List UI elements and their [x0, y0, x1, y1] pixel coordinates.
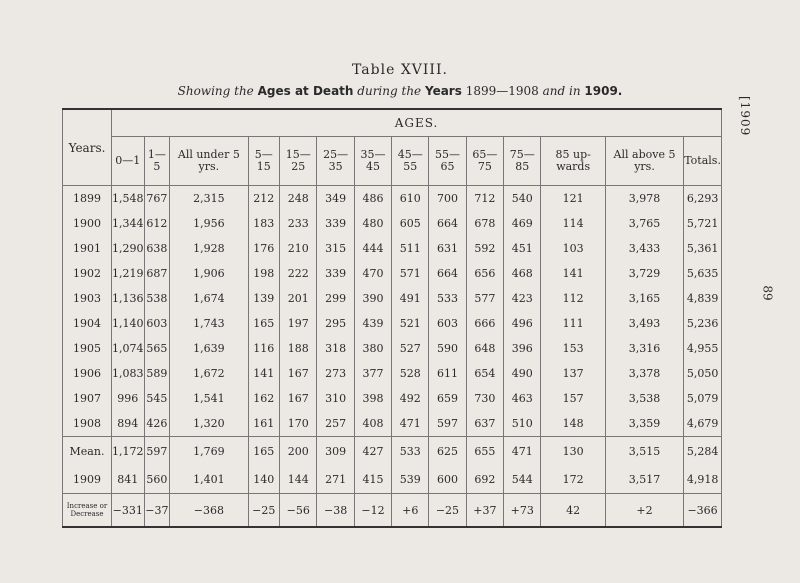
column-header: 0—1: [112, 137, 145, 186]
table-row: [63, 211, 722, 236]
table-cell: 5,721: [684, 211, 722, 236]
table-cell: −56: [280, 494, 317, 528]
table-cell: 423: [504, 286, 541, 311]
table-cell: 176: [248, 236, 280, 261]
table-cell: 1,639: [170, 336, 248, 361]
table-cell: 222: [280, 261, 317, 286]
table-cell: 188: [280, 336, 317, 361]
row-label: 1904: [63, 311, 112, 336]
subtitle-and-in: and in: [542, 84, 581, 98]
table-cell: 600: [429, 465, 466, 494]
table-cell: 42: [541, 494, 605, 528]
table-body: [63, 186, 722, 528]
table-cell: 295: [317, 311, 354, 336]
table-row: [63, 361, 722, 386]
column-header: Totals.: [684, 137, 722, 186]
table-cell: 339: [317, 261, 354, 286]
table-cell: 451: [504, 236, 541, 261]
table-cell: 3,378: [605, 361, 683, 386]
table-cell: 427: [354, 437, 391, 466]
table-cell: 625: [429, 437, 466, 466]
column-header: 1—5: [144, 137, 170, 186]
table-cell: 141: [541, 261, 605, 286]
table-cell: 692: [466, 465, 503, 494]
table-cell: 3,316: [605, 336, 683, 361]
years-column-header: Years.: [63, 109, 112, 186]
table-cell: 1,906: [170, 261, 248, 286]
table-cell: 201: [280, 286, 317, 311]
column-header: All under 5 yrs.: [170, 137, 248, 186]
table-row: [63, 437, 722, 466]
table-cell: 408: [354, 411, 391, 437]
subtitle-during: during the: [357, 84, 422, 98]
table-cell: 167: [280, 386, 317, 411]
column-header: 35—45: [354, 137, 391, 186]
table-cell: 490: [504, 361, 541, 386]
table-cell: 767: [144, 186, 170, 212]
column-header: 25—35: [317, 137, 354, 186]
table-cell: 114: [541, 211, 605, 236]
ages-group-header: AGES.: [112, 109, 722, 137]
table-cell: 533: [392, 437, 429, 466]
table-cell: 1,172: [112, 437, 145, 466]
table-cell: 539: [392, 465, 429, 494]
table-cell: −366: [684, 494, 722, 528]
table-cell: 162: [248, 386, 280, 411]
table-cell: −12: [354, 494, 391, 528]
table-cell: 1,136: [112, 286, 145, 311]
subtitle-range: 1899—1908: [465, 84, 539, 98]
table-cell: 4,955: [684, 336, 722, 361]
subtitle-year: 1909.: [584, 84, 623, 98]
table-row: [63, 236, 722, 261]
table-cell: 3,765: [605, 211, 683, 236]
table-cell: 571: [392, 261, 429, 286]
table-cell: 471: [392, 411, 429, 437]
table-cell: 426: [144, 411, 170, 437]
table-cell: 380: [354, 336, 391, 361]
table-cell: 248: [280, 186, 317, 212]
table-cell: 605: [392, 211, 429, 236]
table-cell: 3,165: [605, 286, 683, 311]
table-row: [63, 336, 722, 361]
table-cell: 233: [280, 211, 317, 236]
table-cell: 3,978: [605, 186, 683, 212]
column-header: 45—55: [392, 137, 429, 186]
table-cell: 257: [317, 411, 354, 437]
table-cell: 3,433: [605, 236, 683, 261]
table-row: [63, 386, 722, 411]
table-cell: 540: [504, 186, 541, 212]
subtitle-showing: Showing the: [177, 84, 254, 98]
table-cell: 444: [354, 236, 391, 261]
table-cell: 1,320: [170, 411, 248, 437]
table-cell: 1,769: [170, 437, 248, 466]
table-cell: 589: [144, 361, 170, 386]
table-cell: 470: [354, 261, 391, 286]
table-cell: 1,541: [170, 386, 248, 411]
table-cell: 664: [429, 211, 466, 236]
table-title: Table XVIII.: [352, 62, 448, 78]
table-cell: 655: [466, 437, 503, 466]
table-cell: +6: [392, 494, 429, 528]
table-cell: 1,548: [112, 186, 145, 212]
table-cell: 1,083: [112, 361, 145, 386]
table-cell: 597: [144, 437, 170, 466]
table-cell: 141: [248, 361, 280, 386]
table-cell: −38: [317, 494, 354, 528]
table-cell: 496: [504, 311, 541, 336]
table-cell: 1,956: [170, 211, 248, 236]
table-cell: 5,361: [684, 236, 722, 261]
table-cell: 3,493: [605, 311, 683, 336]
table-cell: 398: [354, 386, 391, 411]
table-cell: 200: [280, 437, 317, 466]
table-cell: 1,401: [170, 465, 248, 494]
table-cell: 1,344: [112, 211, 145, 236]
table-cell: 5,635: [684, 261, 722, 286]
table-cell: 165: [248, 311, 280, 336]
table-row: [63, 411, 722, 437]
table-cell: 894: [112, 411, 145, 437]
table-cell: 167: [280, 361, 317, 386]
table-cell: 1,290: [112, 236, 145, 261]
table-cell: 712: [466, 186, 503, 212]
table-cell: 4,918: [684, 465, 722, 494]
row-label: 1901: [63, 236, 112, 261]
table-cell: 700: [429, 186, 466, 212]
table-cell: 121: [541, 186, 605, 212]
table-cell: 396: [504, 336, 541, 361]
table-cell: 678: [466, 211, 503, 236]
table-cell: 648: [466, 336, 503, 361]
table-cell: 390: [354, 286, 391, 311]
table-cell: 3,515: [605, 437, 683, 466]
table-cell: +73: [504, 494, 541, 528]
table-cell: 565: [144, 336, 170, 361]
table-cell: 638: [144, 236, 170, 261]
table-cell: 527: [392, 336, 429, 361]
table-cell: 687: [144, 261, 170, 286]
table-cell: 3,729: [605, 261, 683, 286]
table-cell: 468: [504, 261, 541, 286]
table-cell: 4,839: [684, 286, 722, 311]
table-cell: 841: [112, 465, 145, 494]
column-header-row: [63, 137, 722, 186]
table-cell: 318: [317, 336, 354, 361]
column-header: 65—75: [466, 137, 503, 186]
row-label: Mean.: [63, 437, 112, 466]
column-header: 5—15: [248, 137, 280, 186]
table-cell: 510: [504, 411, 541, 437]
subtitle-years: Years: [424, 84, 462, 98]
column-header: 15—25: [280, 137, 317, 186]
table-cell: 666: [466, 311, 503, 336]
table-row: [63, 465, 722, 494]
table-cell: 1,928: [170, 236, 248, 261]
table-cell: 299: [317, 286, 354, 311]
table-cell: 183: [248, 211, 280, 236]
row-label: 1900: [63, 211, 112, 236]
table-cell: 664: [429, 261, 466, 286]
table-cell: 165: [248, 437, 280, 466]
table-cell: 545: [144, 386, 170, 411]
table-cell: −368: [170, 494, 248, 528]
table-cell: 491: [392, 286, 429, 311]
table-cell: 1,140: [112, 311, 145, 336]
table-cell: 3,538: [605, 386, 683, 411]
table-cell: 612: [144, 211, 170, 236]
side-year-label: [1909: [738, 96, 752, 137]
column-header: 75—85: [504, 137, 541, 186]
column-header: 55—65: [429, 137, 466, 186]
table-cell: 637: [466, 411, 503, 437]
table-cell: 2,315: [170, 186, 248, 212]
table-cell: 592: [466, 236, 503, 261]
table-cell: 161: [248, 411, 280, 437]
table-cell: 172: [541, 465, 605, 494]
table-cell: 315: [317, 236, 354, 261]
table-cell: 5,050: [684, 361, 722, 386]
table-cell: 140: [248, 465, 280, 494]
table-cell: 111: [541, 311, 605, 336]
table-cell: 511: [392, 236, 429, 261]
table-cell: 597: [429, 411, 466, 437]
table-cell: 1,674: [170, 286, 248, 311]
table-cell: 528: [392, 361, 429, 386]
row-label: 1903: [63, 286, 112, 311]
table-cell: 5,236: [684, 311, 722, 336]
table-cell: −25: [248, 494, 280, 528]
table-cell: 996: [112, 386, 145, 411]
table-cell: +2: [605, 494, 683, 528]
table-cell: 610: [392, 186, 429, 212]
table-cell: 170: [280, 411, 317, 437]
table-cell: 603: [429, 311, 466, 336]
table-cell: 590: [429, 336, 466, 361]
row-label: 1906: [63, 361, 112, 386]
table-row: [63, 494, 722, 528]
table-cell: 339: [317, 211, 354, 236]
table-cell: 137: [541, 361, 605, 386]
table-cell: 538: [144, 286, 170, 311]
table-row: [63, 186, 722, 212]
table-cell: 415: [354, 465, 391, 494]
table-cell: 4,679: [684, 411, 722, 437]
table-cell: 144: [280, 465, 317, 494]
table-cell: 654: [466, 361, 503, 386]
table-cell: 5,284: [684, 437, 722, 466]
table-cell: 439: [354, 311, 391, 336]
table-cell: 656: [466, 261, 503, 286]
table-cell: 309: [317, 437, 354, 466]
table-cell: 560: [144, 465, 170, 494]
table-cell: 273: [317, 361, 354, 386]
row-label: Increase or Decrease: [63, 494, 112, 528]
table-cell: 6,293: [684, 186, 722, 212]
table-cell: 210: [280, 236, 317, 261]
table-cell: 5,079: [684, 386, 722, 411]
column-header: 85 up-wards: [541, 137, 605, 186]
table-cell: 480: [354, 211, 391, 236]
table-cell: 533: [429, 286, 466, 311]
table-cell: 349: [317, 186, 354, 212]
table-cell: 130: [541, 437, 605, 466]
table-cell: 1,219: [112, 261, 145, 286]
table-subtitle: [0, 84, 800, 98]
column-header: All above 5 yrs.: [605, 137, 683, 186]
table-cell: 544: [504, 465, 541, 494]
table-cell: 3,359: [605, 411, 683, 437]
table-cell: 1,743: [170, 311, 248, 336]
table-row: [63, 286, 722, 311]
row-label: 1899: [63, 186, 112, 212]
table-cell: 492: [392, 386, 429, 411]
table-cell: −37: [144, 494, 170, 528]
row-label: 1907: [63, 386, 112, 411]
table-cell: 212: [248, 186, 280, 212]
table-row: [63, 261, 722, 286]
table-cell: 471: [504, 437, 541, 466]
table-cell: 659: [429, 386, 466, 411]
table-cell: 271: [317, 465, 354, 494]
row-label: 1905: [63, 336, 112, 361]
table-cell: 631: [429, 236, 466, 261]
table-cell: 377: [354, 361, 391, 386]
table-cell: 603: [144, 311, 170, 336]
table-cell: 3,517: [605, 465, 683, 494]
table-cell: 148: [541, 411, 605, 437]
table-cell: 310: [317, 386, 354, 411]
table-row: [63, 311, 722, 336]
table-cell: −25: [429, 494, 466, 528]
table-cell: 1,074: [112, 336, 145, 361]
row-label: 1902: [63, 261, 112, 286]
table-cell: 157: [541, 386, 605, 411]
page-number: 89: [760, 285, 775, 301]
table-cell: 103: [541, 236, 605, 261]
table-cell: 730: [466, 386, 503, 411]
table-cell: −331: [112, 494, 145, 528]
table-cell: 486: [354, 186, 391, 212]
table-cell: 1,672: [170, 361, 248, 386]
row-label: 1908: [63, 411, 112, 437]
ages-at-death-table: [62, 108, 722, 528]
table-cell: 198: [248, 261, 280, 286]
table-cell: 139: [248, 286, 280, 311]
table-cell: 197: [280, 311, 317, 336]
table-cell: 116: [248, 336, 280, 361]
table-cell: 611: [429, 361, 466, 386]
table-cell: 463: [504, 386, 541, 411]
table-cell: 153: [541, 336, 605, 361]
table-cell: 469: [504, 211, 541, 236]
subtitle-ages: Ages at Death: [257, 84, 354, 98]
table-cell: +37: [466, 494, 503, 528]
row-label: 1909: [63, 465, 112, 494]
table-cell: 521: [392, 311, 429, 336]
table-cell: 577: [466, 286, 503, 311]
table-cell: 112: [541, 286, 605, 311]
